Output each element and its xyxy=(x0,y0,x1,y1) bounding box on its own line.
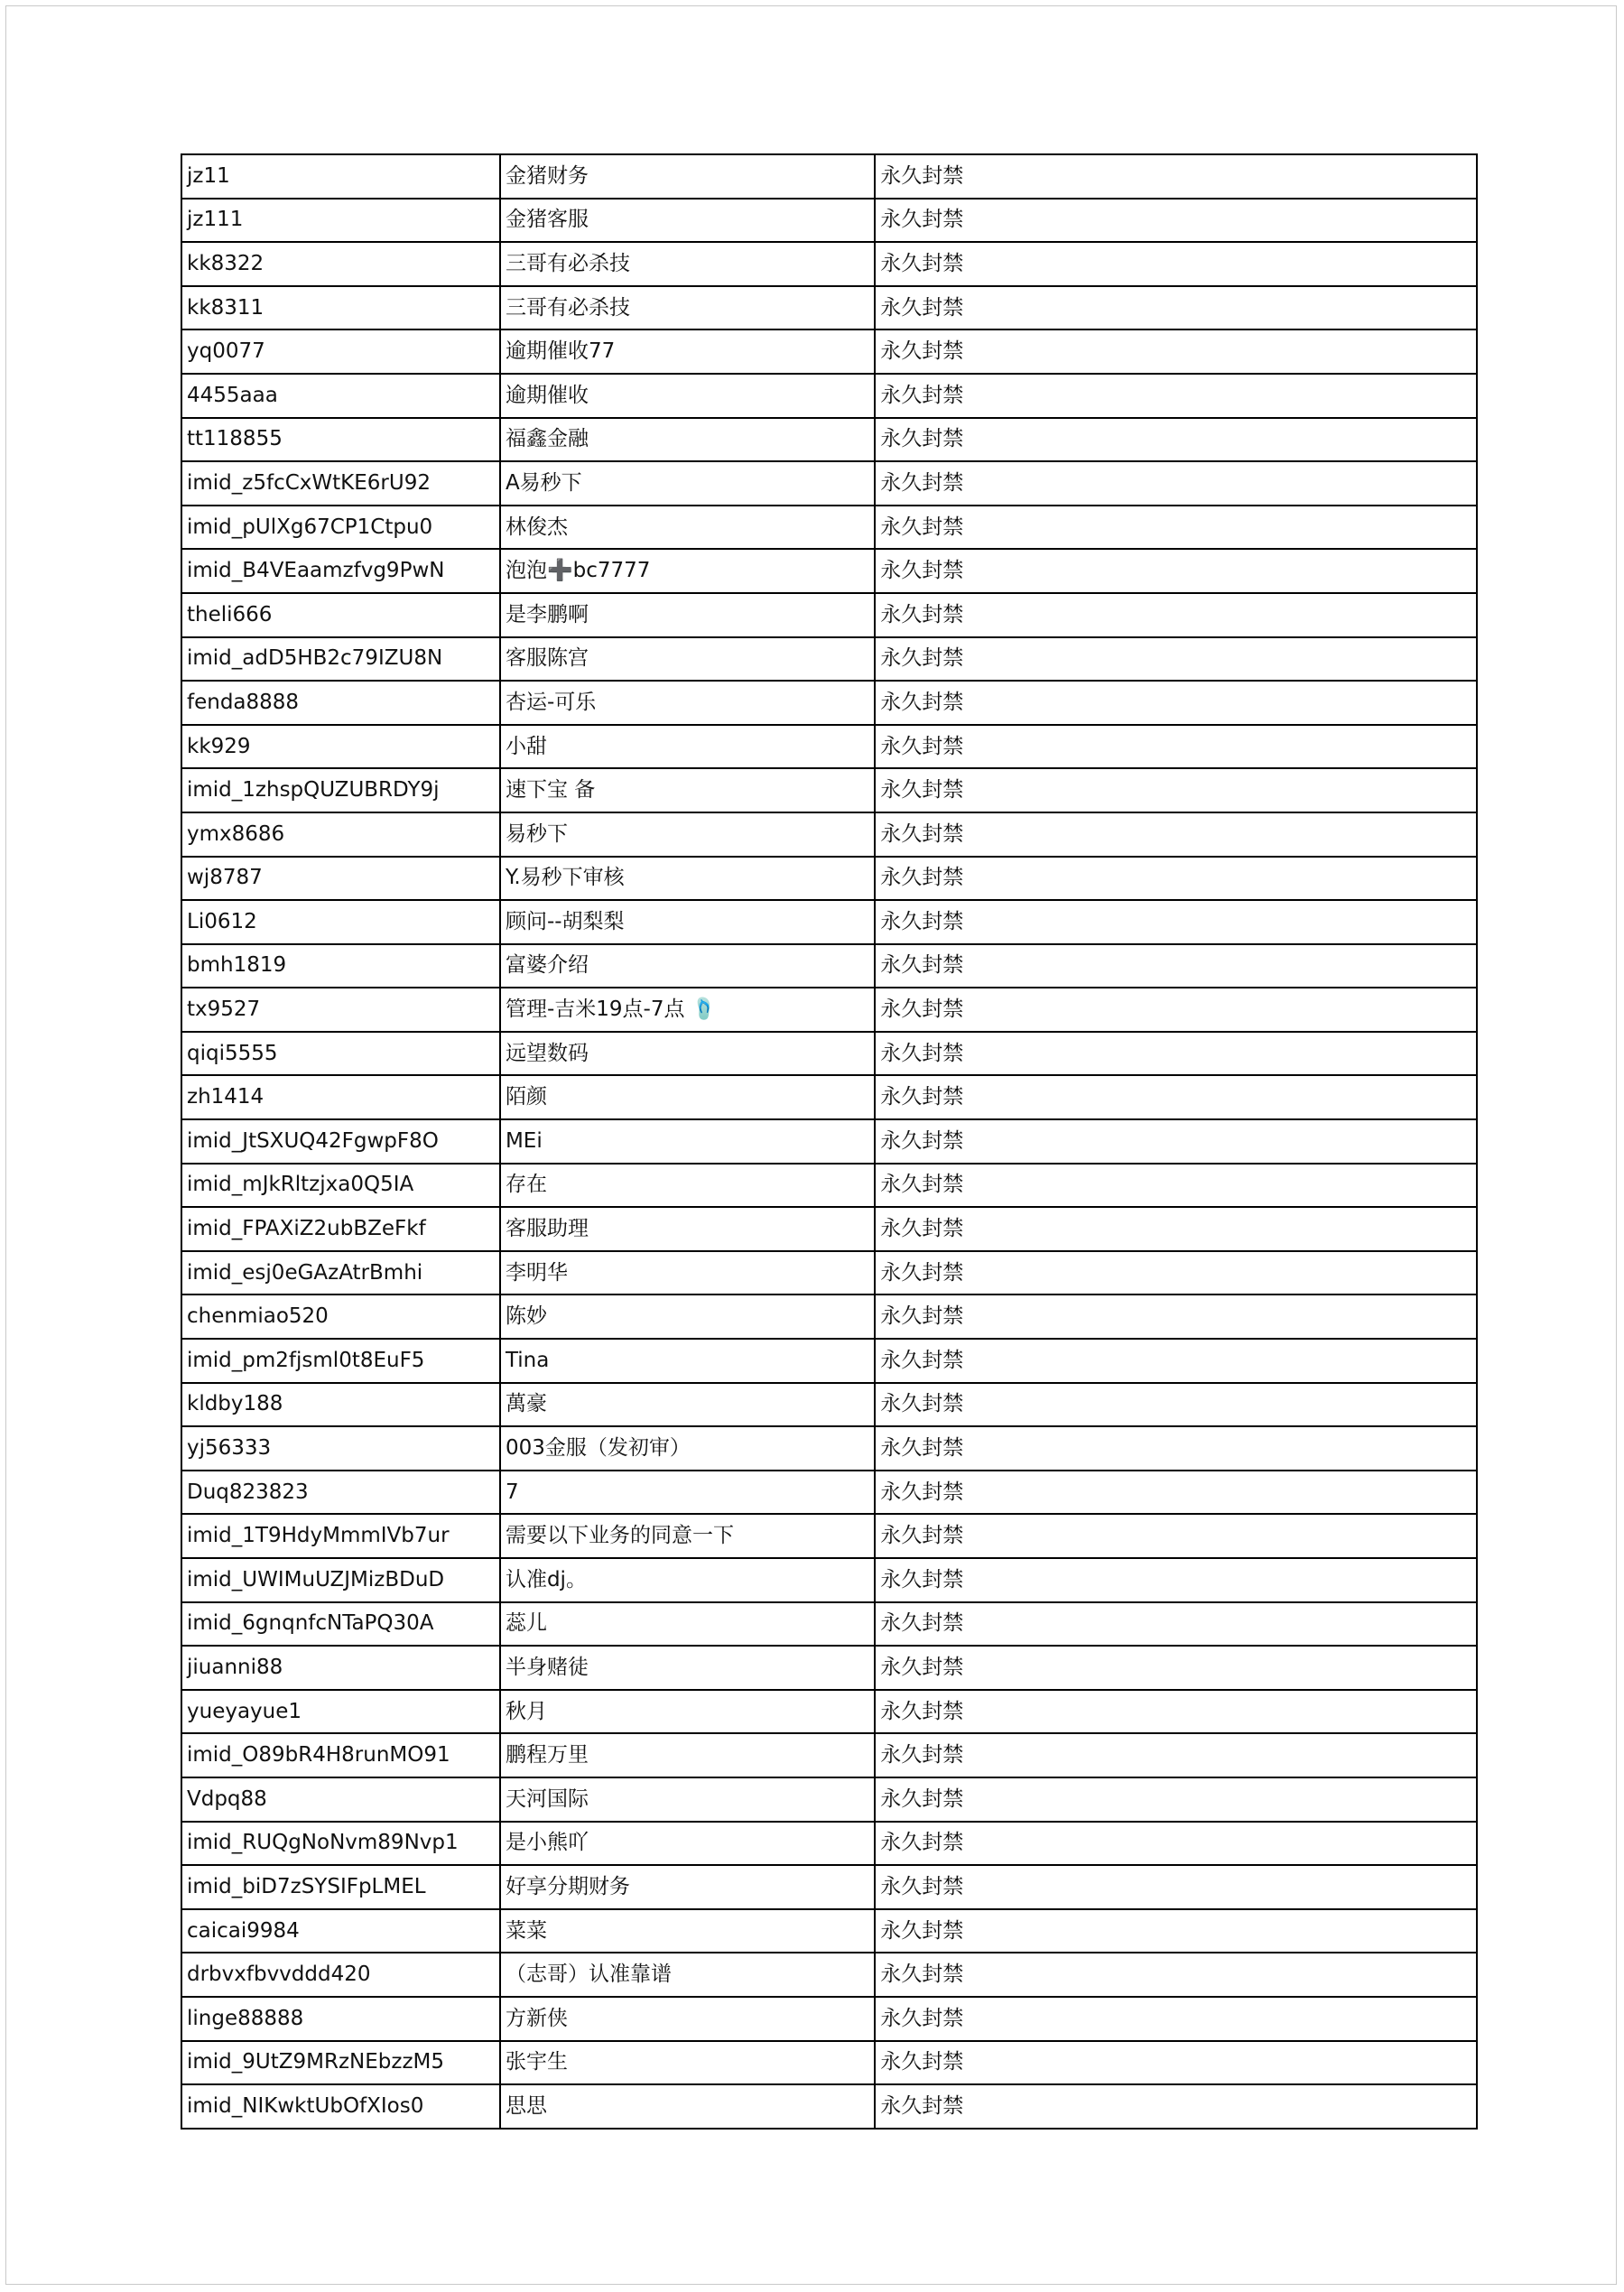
nickname-cell: 好享分期财务 xyxy=(500,1865,875,1909)
ban-status-cell: 永久封禁 xyxy=(875,1953,1477,1997)
ban-status-cell: 永久封禁 xyxy=(875,2084,1477,2129)
nickname-cell: A易秒下 xyxy=(500,461,875,506)
table-row xyxy=(181,1119,1477,1164)
nickname-cell: 富婆介绍 xyxy=(500,944,875,988)
account-id-cell: imid_9UtZ9MRzNEbzzM5 xyxy=(181,2041,500,2085)
ban-status-cell: 永久封禁 xyxy=(875,418,1477,462)
table-row xyxy=(181,725,1477,769)
ban-status-cell: 永久封禁 xyxy=(875,812,1477,857)
ban-status-cell: 永久封禁 xyxy=(875,1471,1477,1515)
nickname-cell: 速下宝 备 xyxy=(500,768,875,812)
account-id-cell: yj56333 xyxy=(181,1426,500,1471)
table-row xyxy=(181,1164,1477,1208)
table-row xyxy=(181,1514,1477,1558)
nickname-cell: 蕊儿 xyxy=(500,1602,875,1647)
nickname-cell: 客服助理 xyxy=(500,1207,875,1251)
table-row xyxy=(181,1294,1477,1339)
ban-status-cell: 永久封禁 xyxy=(875,329,1477,374)
ban-status-cell: 永久封禁 xyxy=(875,199,1477,243)
nickname-cell: 鹏程万里 xyxy=(500,1733,875,1777)
table-row xyxy=(181,944,1477,988)
nickname-cell: 金猪客服 xyxy=(500,199,875,243)
nickname-cell: 陌颜 xyxy=(500,1075,875,1119)
table-row xyxy=(181,199,1477,243)
table-row xyxy=(181,329,1477,374)
account-id-cell: drbvxfbvvddd420 xyxy=(181,1953,500,1997)
nickname-cell: 金猪财务 xyxy=(500,154,875,199)
table-row xyxy=(181,812,1477,857)
account-id-cell: Duq823823 xyxy=(181,1471,500,1515)
ban-status-cell: 永久封禁 xyxy=(875,1207,1477,1251)
ban-status-cell: 永久封禁 xyxy=(875,988,1477,1032)
ban-status-cell: 永久封禁 xyxy=(875,1646,1477,1690)
nickname-cell: 方新侠 xyxy=(500,1997,875,2041)
account-id-cell: imid_UWIMuUZJMizBDuD xyxy=(181,1558,500,1602)
nickname-cell: 三哥有必杀技 xyxy=(500,242,875,286)
ban-status-cell: 永久封禁 xyxy=(875,637,1477,682)
table-row xyxy=(181,1865,1477,1909)
ban-status-cell: 永久封禁 xyxy=(875,2041,1477,2085)
account-id-cell: imid_1zhspQUZUBRDY9j xyxy=(181,768,500,812)
account-id-cell: imid_B4VEaamzfvg9PwN xyxy=(181,549,500,593)
ban-status-cell: 永久封禁 xyxy=(875,1164,1477,1208)
table-row xyxy=(181,1822,1477,1866)
nickname-cell: 林俊杰 xyxy=(500,506,875,550)
table-row xyxy=(181,1339,1477,1383)
table-row xyxy=(181,1733,1477,1777)
nickname-cell: MEi xyxy=(500,1119,875,1164)
account-id-cell: fenda8888 xyxy=(181,681,500,725)
ban-status-cell: 永久封禁 xyxy=(875,681,1477,725)
account-id-cell: Vdpq88 xyxy=(181,1777,500,1822)
ban-status-cell: 永久封禁 xyxy=(875,1251,1477,1295)
nickname-cell: 顾问--胡梨梨 xyxy=(500,900,875,944)
table-row xyxy=(181,1997,1477,2041)
table-row xyxy=(181,768,1477,812)
table-row xyxy=(181,1953,1477,1997)
ban-status-cell: 永久封禁 xyxy=(875,1119,1477,1164)
ban-status-cell: 永久封禁 xyxy=(875,1383,1477,1427)
account-id-cell: theli666 xyxy=(181,593,500,637)
ban-status-cell: 永久封禁 xyxy=(875,1909,1477,1953)
ban-status-cell: 永久封禁 xyxy=(875,593,1477,637)
account-id-cell: kldby188 xyxy=(181,1383,500,1427)
account-id-cell: kk8322 xyxy=(181,242,500,286)
nickname-cell: 管理-吉米19点-7点 🩴 xyxy=(500,988,875,1032)
account-id-cell: kk929 xyxy=(181,725,500,769)
account-id-cell: imid_O89bR4H8runMO91 xyxy=(181,1733,500,1777)
account-id-cell: ymx8686 xyxy=(181,812,500,857)
ban-status-cell: 永久封禁 xyxy=(875,461,1477,506)
account-id-cell: imid_JtSXUQ42FgwpF8O xyxy=(181,1119,500,1164)
nickname-cell: 思思 xyxy=(500,2084,875,2129)
nickname-cell: 小甜 xyxy=(500,725,875,769)
table-row xyxy=(181,900,1477,944)
nickname-cell: 易秒下 xyxy=(500,812,875,857)
ban-status-cell: 永久封禁 xyxy=(875,900,1477,944)
table-row xyxy=(181,1075,1477,1119)
ban-status-cell: 永久封禁 xyxy=(875,1339,1477,1383)
table-row xyxy=(181,418,1477,462)
table-row xyxy=(181,549,1477,593)
account-id-cell: wj8787 xyxy=(181,857,500,901)
table-row xyxy=(181,374,1477,418)
table-row xyxy=(181,857,1477,901)
nickname-cell: （志哥）认准靠谱 xyxy=(500,1953,875,1997)
table-row xyxy=(181,988,1477,1032)
account-id-cell: Li0612 xyxy=(181,900,500,944)
ban-status-cell: 永久封禁 xyxy=(875,1733,1477,1777)
nickname-cell: 7 xyxy=(500,1471,875,1515)
nickname-cell: 天河国际 xyxy=(500,1777,875,1822)
account-id-cell: caicai9984 xyxy=(181,1909,500,1953)
account-id-cell: imid_RUQgNoNvm89Nvp1 xyxy=(181,1822,500,1866)
table-row xyxy=(181,1646,1477,1690)
nickname-cell: 萬豪 xyxy=(500,1383,875,1427)
nickname-cell: 客服陈宫 xyxy=(500,637,875,682)
account-id-cell: imid_NIKwktUbOfXIos0 xyxy=(181,2084,500,2129)
nickname-cell: 李明华 xyxy=(500,1251,875,1295)
table-row xyxy=(181,1602,1477,1647)
table-body xyxy=(181,154,1477,2129)
account-id-cell: bmh1819 xyxy=(181,944,500,988)
nickname-cell: 张宇生 xyxy=(500,2041,875,2085)
nickname-cell: Tina xyxy=(500,1339,875,1383)
table-row xyxy=(181,1383,1477,1427)
ban-status-cell: 永久封禁 xyxy=(875,1602,1477,1647)
ban-status-cell: 永久封禁 xyxy=(875,768,1477,812)
nickname-cell: 陈妙 xyxy=(500,1294,875,1339)
account-id-cell: imid_FPAXiZ2ubBZeFkf xyxy=(181,1207,500,1251)
nickname-cell: 半身赌徒 xyxy=(500,1646,875,1690)
ban-status-cell: 永久封禁 xyxy=(875,1032,1477,1076)
ban-status-cell: 永久封禁 xyxy=(875,725,1477,769)
ban-status-cell: 永久封禁 xyxy=(875,506,1477,550)
nickname-cell: 认准dj。 xyxy=(500,1558,875,1602)
ban-status-cell: 永久封禁 xyxy=(875,1514,1477,1558)
nickname-cell: 是李鹏啊 xyxy=(500,593,875,637)
table-row xyxy=(181,1032,1477,1076)
nickname-cell: 菜菜 xyxy=(500,1909,875,1953)
table-row xyxy=(181,1207,1477,1251)
account-id-cell: imid_pUlXg67CP1Ctpu0 xyxy=(181,506,500,550)
ban-status-cell: 永久封禁 xyxy=(875,549,1477,593)
ban-status-cell: 永久封禁 xyxy=(875,154,1477,199)
table-row xyxy=(181,1777,1477,1822)
ban-status-cell: 永久封禁 xyxy=(875,857,1477,901)
account-id-cell: linge88888 xyxy=(181,1997,500,2041)
ban-status-cell: 永久封禁 xyxy=(875,944,1477,988)
account-id-cell: jz111 xyxy=(181,199,500,243)
table-row xyxy=(181,681,1477,725)
nickname-cell: 存在 xyxy=(500,1164,875,1208)
account-id-cell: yueyayue1 xyxy=(181,1690,500,1734)
table-row xyxy=(181,461,1477,506)
table-row xyxy=(181,286,1477,330)
account-id-cell: tx9527 xyxy=(181,988,500,1032)
table-row xyxy=(181,637,1477,682)
account-id-cell: yq0077 xyxy=(181,329,500,374)
ban-status-cell: 永久封禁 xyxy=(875,1997,1477,2041)
nickname-cell: 三哥有必杀技 xyxy=(500,286,875,330)
table-row xyxy=(181,1251,1477,1295)
account-id-cell: zh1414 xyxy=(181,1075,500,1119)
ban-status-cell: 永久封禁 xyxy=(875,1294,1477,1339)
account-id-cell: imid_adD5HB2c79IZU8N xyxy=(181,637,500,682)
nickname-cell: 秋月 xyxy=(500,1690,875,1734)
table-row xyxy=(181,242,1477,286)
nickname-cell: 福鑫金融 xyxy=(500,418,875,462)
account-id-cell: imid_z5fcCxWtKE6rU92 xyxy=(181,461,500,506)
account-id-cell: imid_6gnqnfcNTaPQ30A xyxy=(181,1602,500,1647)
table-row xyxy=(181,1690,1477,1734)
nickname-cell: 是小熊吖 xyxy=(500,1822,875,1866)
table-row xyxy=(181,2041,1477,2085)
ban-status-cell: 永久封禁 xyxy=(875,1690,1477,1734)
nickname-cell: 逾期催收77 xyxy=(500,329,875,374)
account-id-cell: imid_1T9HdyMmmIVb7ur xyxy=(181,1514,500,1558)
nickname-cell: 逾期催收 xyxy=(500,374,875,418)
table-row xyxy=(181,1909,1477,1953)
ban-status-cell: 永久封禁 xyxy=(875,1558,1477,1602)
account-id-cell: qiqi5555 xyxy=(181,1032,500,1076)
ban-status-cell: 永久封禁 xyxy=(875,1777,1477,1822)
table-row xyxy=(181,1426,1477,1471)
table-row xyxy=(181,1558,1477,1602)
ban-status-cell: 永久封禁 xyxy=(875,1426,1477,1471)
ban-status-cell: 永久封禁 xyxy=(875,374,1477,418)
table-row xyxy=(181,1471,1477,1515)
table-row xyxy=(181,593,1477,637)
account-id-cell: kk8311 xyxy=(181,286,500,330)
nickname-cell: 泡泡➕bc7777 xyxy=(500,549,875,593)
ban-status-cell: 永久封禁 xyxy=(875,242,1477,286)
account-id-cell: jz11 xyxy=(181,154,500,199)
ban-status-cell: 永久封禁 xyxy=(875,286,1477,330)
ban-status-cell: 永久封禁 xyxy=(875,1865,1477,1909)
account-id-cell: imid_esj0eGAzAtrBmhi xyxy=(181,1251,500,1295)
account-id-cell: tt118855 xyxy=(181,418,500,462)
table-row xyxy=(181,506,1477,550)
account-id-cell: imid_mJkRltzjxa0Q5IA xyxy=(181,1164,500,1208)
account-id-cell: jiuanni88 xyxy=(181,1646,500,1690)
account-id-cell: imid_biD7zSYSIFpLMEL xyxy=(181,1865,500,1909)
account-id-cell: imid_pm2fjsml0t8EuF5 xyxy=(181,1339,500,1383)
table-row xyxy=(181,2084,1477,2129)
account-id-cell: 4455aaa xyxy=(181,374,500,418)
nickname-cell: Y.易秒下审核 xyxy=(500,857,875,901)
nickname-cell: 杏运-可乐 xyxy=(500,681,875,725)
nickname-cell: 003金服（发初审） xyxy=(500,1426,875,1471)
ban-list-table xyxy=(181,153,1478,2130)
nickname-cell: 需要以下业务的同意一下 xyxy=(500,1514,875,1558)
account-id-cell: chenmiao520 xyxy=(181,1294,500,1339)
ban-status-cell: 永久封禁 xyxy=(875,1075,1477,1119)
nickname-cell: 远望数码 xyxy=(500,1032,875,1076)
table-row xyxy=(181,154,1477,199)
ban-status-cell: 永久封禁 xyxy=(875,1822,1477,1866)
